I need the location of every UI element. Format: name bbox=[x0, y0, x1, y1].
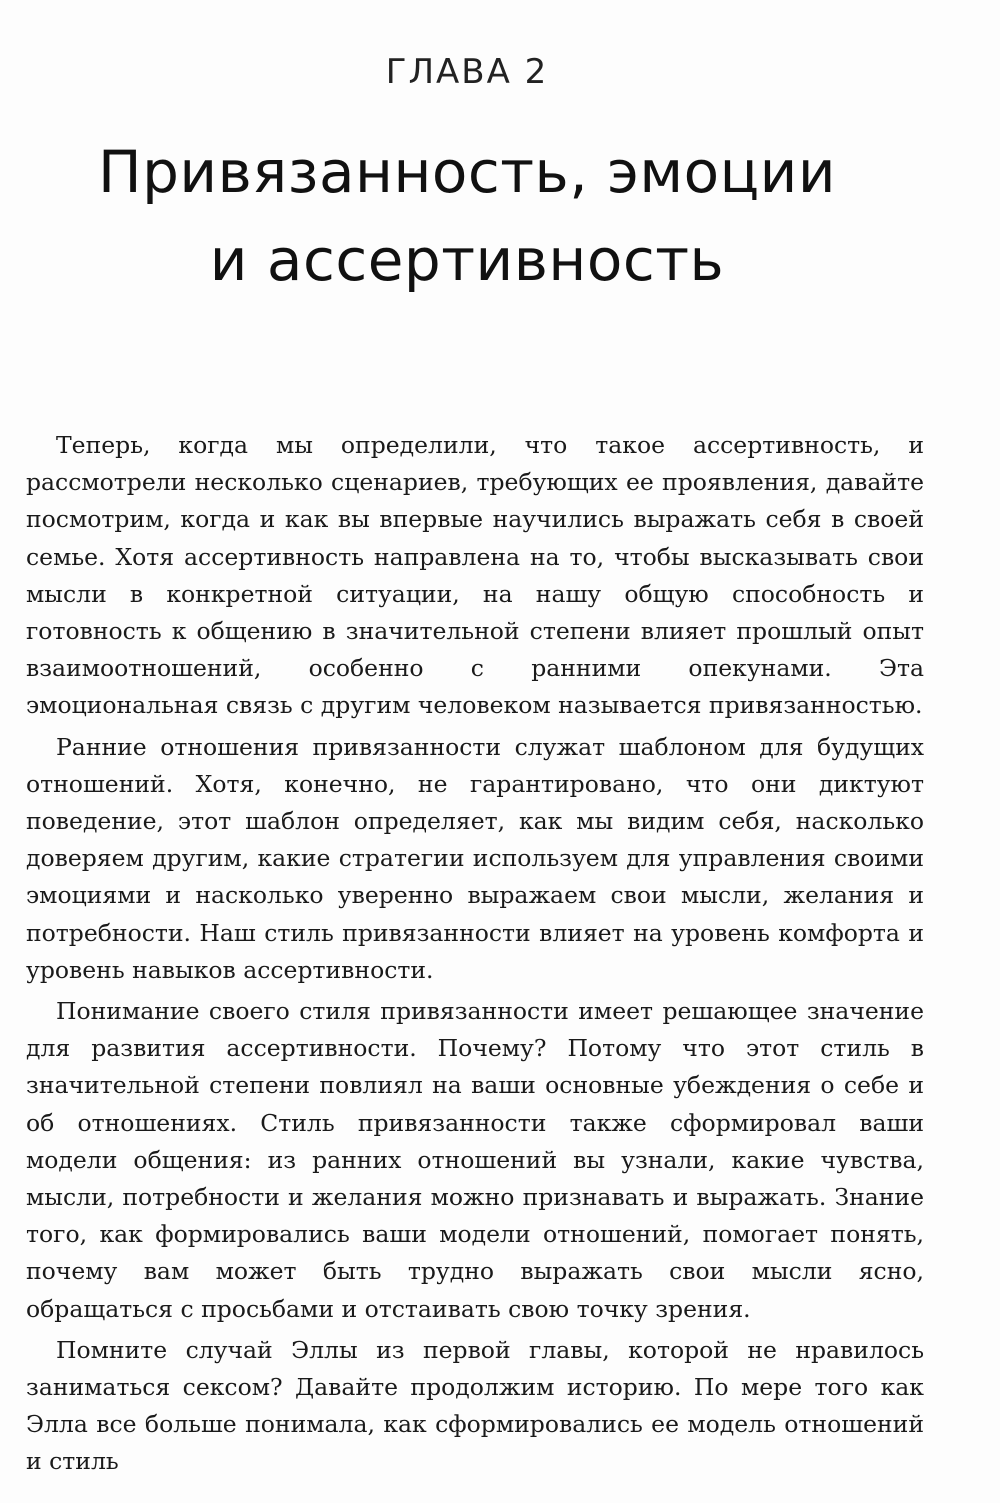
chapter-label: ГЛАВА 2 bbox=[385, 52, 549, 92]
chapter-body bbox=[26, 427, 924, 1485]
chapter-title-line-1: Привязанность, эмоции bbox=[97, 138, 837, 206]
paragraph-3: Понимание своего стиля привязанности имеет решающее значение для развития ассертивности. Почему? Потому что этот стиль в значительной степени повлиял на ваши основные убеждения о себе и об отношениях. Стиль привязанности также сформировал ваши модели общения: из ранних отношений вы узнали, какие чувства, мысли, потребности и желания можно признавать и выражать. Знание того, как формировались ваши модели отношений, помогает понять, почему вам может быть трудно выражать свои мысли ясно, обращаться с просьбами и отстаивать свою точку зрения. bbox=[26, 997, 924, 1323]
chapter-title-line-2: и ассертивность bbox=[209, 226, 725, 294]
paragraph-1: Теперь, когда мы определили, что такое ассертивность, и рассмотрели несколько сценариев, требующих ее проявления, давайте посмотрим, когда и как вы впервые научились выражать себя в своей семье. Хотя ассертивность направлена на то, чтобы высказывать свои мысли в конкретной ситуации, на нашу общую способность и готовность к общению в значительной степени влияет прошлый опыт взаимоотношений, особенно с ранними опекунами. Эта эмоциональная связь с другим человеком называется привязанностью. bbox=[26, 431, 924, 720]
paragraph-2: Ранние отношения привязанности служат шаблоном для будущих отношений. Хотя, конечно, не гарантировано, что они диктуют поведение, этот шаблон определяет, как мы видим себя, насколько доверяем другим, какие стратегии используем для управления своими эмоциями и насколько уверенно выражаем свои мысли, желания и потребности. Наш стиль привязанности влияет на уровень комфорта и уровень навыков ассертивности. bbox=[26, 732, 924, 984]
paragraph-4: Помните случай Эллы из первой главы, которой не нравилось заниматься сексом? Давайте продолжим историю. По мере того как Элла все больше понимала, как сформировались ее модель отношений и стиль bbox=[26, 1335, 924, 1476]
chapter-title bbox=[0, 128, 934, 304]
